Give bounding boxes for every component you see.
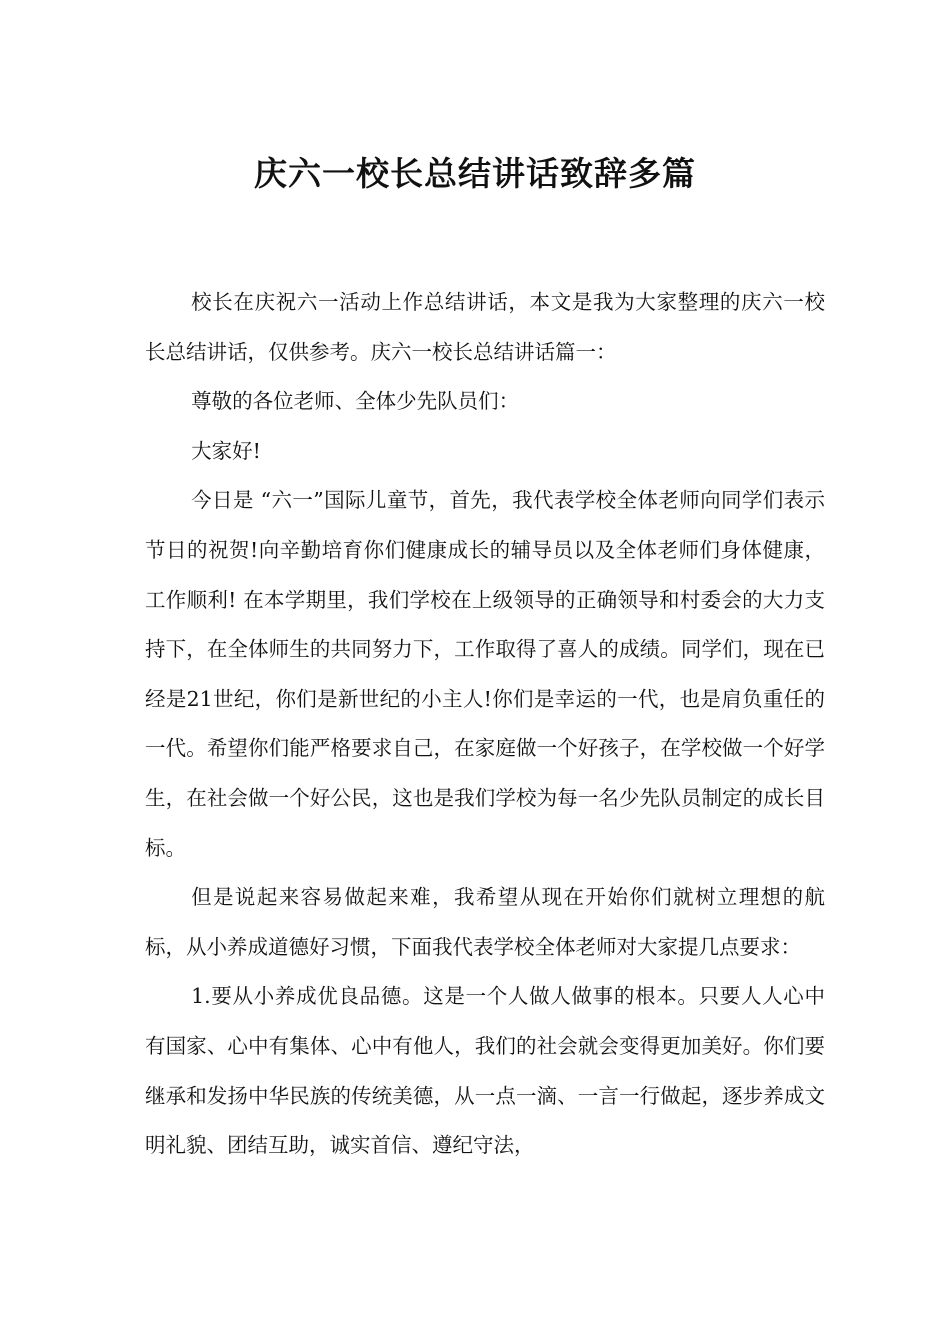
document-title: 庆六一校长总结讲话致辞多篇 <box>254 154 696 194</box>
paragraph-holiday-wishes: 今日是 “六一”国际儿童节，首先，我代表学校全体老师向同学们表示节日的祝贺!向辛勤培育你们健康成长的辅导员以及全体老师们身体健康，工作顺利! 在本学期里，我们学校在上级领导的正确领导和村委会的大力支持下，在全体师生的共同努力下，工作取得了喜人的成绩。同学们，现在已经是21世纪，你们是新世纪的小主人!你们是幸运的一代，也是肩负重任的一代。希望你们能严格要求自己，在家庭做一个好孩子，在学校做一个好学生，在社会做一个好公民，这也是我们学校为每一名少先队员制定的成长目标。 <box>145 488 825 860</box>
paragraph-requirement-1: 1.要从小养成优良品德。这是一个人做人做事的根本。只要人人心中有国家、心中有集体、心中有他人，我们的社会就会变得更加美好。你们要继承和发扬中华民族的传统美德，从一点一滴、一言一行做起，逐步养成文明礼貌、团结互助，诚实首信、遵纪守法， <box>145 984 825 1158</box>
paragraph-requirements-intro: 但是说起来容易做起来难，我希望从现在开始你们就树立理想的航标，从小养成道德好习惯，下面我代表学校全体老师对大家提几点要求： <box>145 885 825 959</box>
paragraph-intro: 校长在庆祝六一活动上作总结讲话，本文是我为大家整理的庆六一校长总结讲话，仅供参考。庆六一校长总结讲话篇一： <box>145 290 825 364</box>
paragraph-greeting: 大家好! <box>191 438 261 463</box>
document-body <box>145 278 825 1171</box>
paragraph-salutation: 尊敬的各位老师、全体少先队员们： <box>191 389 520 414</box>
